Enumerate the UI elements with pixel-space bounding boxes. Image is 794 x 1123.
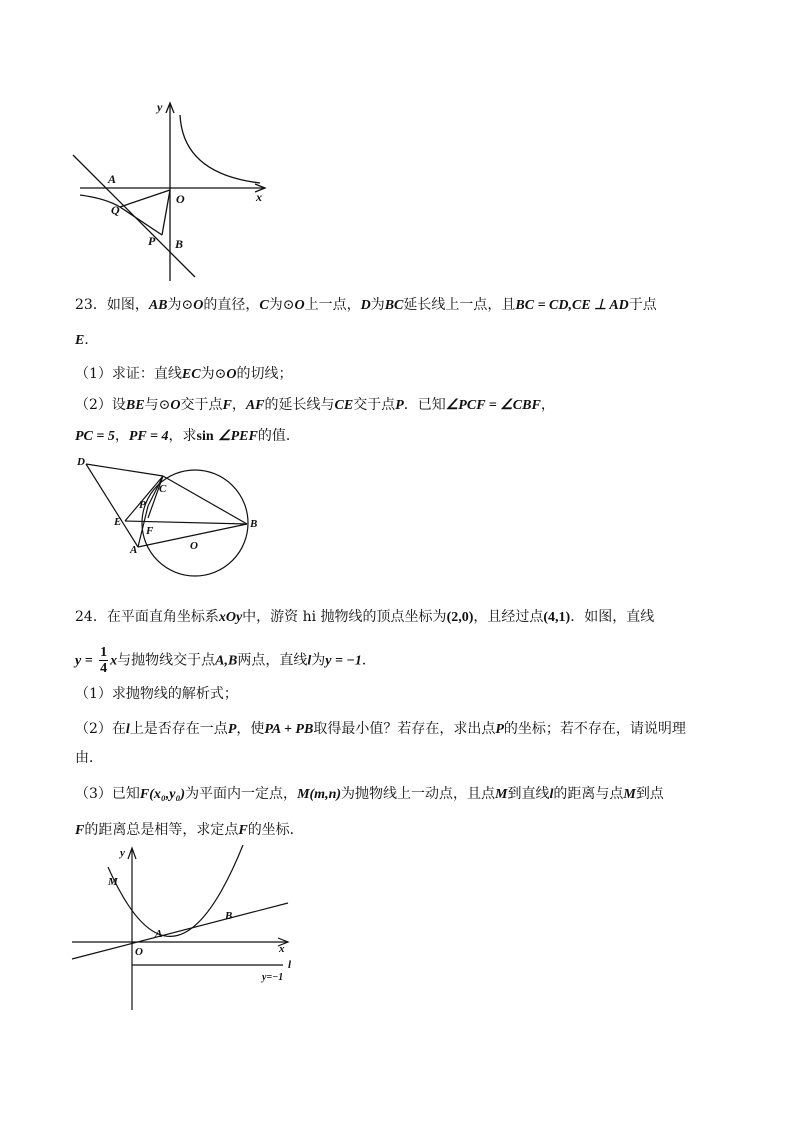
segment-DA	[86, 464, 138, 547]
q24-part-2: （2）在l上是否存在一点P，使PA + PB取得最小值？若存在，求出点P的坐标；若不存在，请说明理	[75, 721, 686, 737]
fig2-label-D: D	[77, 456, 85, 468]
fig1-label-B: B	[175, 237, 184, 251]
q24-part-1: （1）求抛物线的解析式；	[75, 686, 238, 702]
q23-part-1: （1）求证：直线EC为⊙O的切线；	[75, 366, 293, 382]
fig1-label-Q: Q	[111, 203, 120, 217]
q23-part-2: （2）设BE与⊙O交于点F，AF的延长线与CE交于点P．已知∠PCF = ∠CBF，	[75, 397, 555, 413]
q23-line-1: 23．如图，AB为⊙O的直径，C为⊙O上一点，D为BC延长线上一点，且BC = CD,CE ⊥ AD于点	[75, 297, 657, 313]
figure-parabola	[68, 845, 298, 1015]
line-y-quarter-x	[72, 903, 288, 959]
fig3-label-O: O	[135, 946, 143, 958]
fig1-label-O: O	[176, 192, 185, 206]
q23-line-2: E．	[75, 332, 99, 348]
segment-QP	[120, 207, 162, 235]
segment-CB	[163, 476, 247, 524]
fig1-label-y: y	[157, 100, 163, 114]
fig1-label-P: P	[148, 234, 156, 248]
segment-DC	[86, 464, 163, 476]
fig3-label-y: y	[120, 847, 125, 859]
fig2-label-B: B	[250, 518, 258, 530]
fig3-label-x: x	[279, 943, 285, 955]
q24-part-2-cont: 由．	[75, 750, 103, 766]
fig3-label-B: B	[225, 910, 233, 922]
fig2-label-E: E	[114, 516, 122, 528]
fig2-label-F: F	[146, 525, 154, 537]
fig2-label-A: A	[130, 544, 138, 556]
figure-hyperbola	[70, 95, 280, 285]
q24-part-3-cont: F的距离总是相等，求定点F的坐标．	[75, 822, 304, 838]
fig3-label-l: l	[288, 959, 292, 971]
figure-circle	[70, 448, 270, 596]
hyperbola-branch	[180, 115, 260, 183]
fig2-label-P: P	[139, 499, 146, 511]
segment-QO	[120, 190, 170, 207]
fig2-label-O: O	[190, 540, 198, 552]
q24-part-3: （3）已知F(x₀,y₀)为平面内一定点，M(m,n)为抛物线上一动点，且点M到直线l的距离与点M到点	[75, 786, 664, 802]
fig2-label-C: C	[159, 483, 167, 495]
q24-line-2: y = $\frac{1}{4}$ x与抛物线交于点A,B两点，直线l为y = −1．	[75, 645, 376, 676]
fig1-label-A: A	[108, 172, 117, 186]
q23-part-2-cont: PC = 5，PF = 4，求sin ∠PEF的值．	[75, 428, 300, 444]
segment-PO	[162, 190, 170, 235]
fig1-label-x: x	[256, 190, 262, 204]
fig3-label-A: A	[155, 928, 163, 940]
fig3-label-M: M	[108, 876, 118, 888]
fraction-one-quarter: $\frac{1}{4}$	[100, 645, 108, 676]
q24-line-1: 24．在平面直角坐标系xOy中，游资 hi 抛物线的顶点坐标为(2,0)，且经过点(4,1)．如图，直线	[75, 609, 655, 625]
fig3-label-y-minus-1: y=−1	[262, 972, 284, 983]
